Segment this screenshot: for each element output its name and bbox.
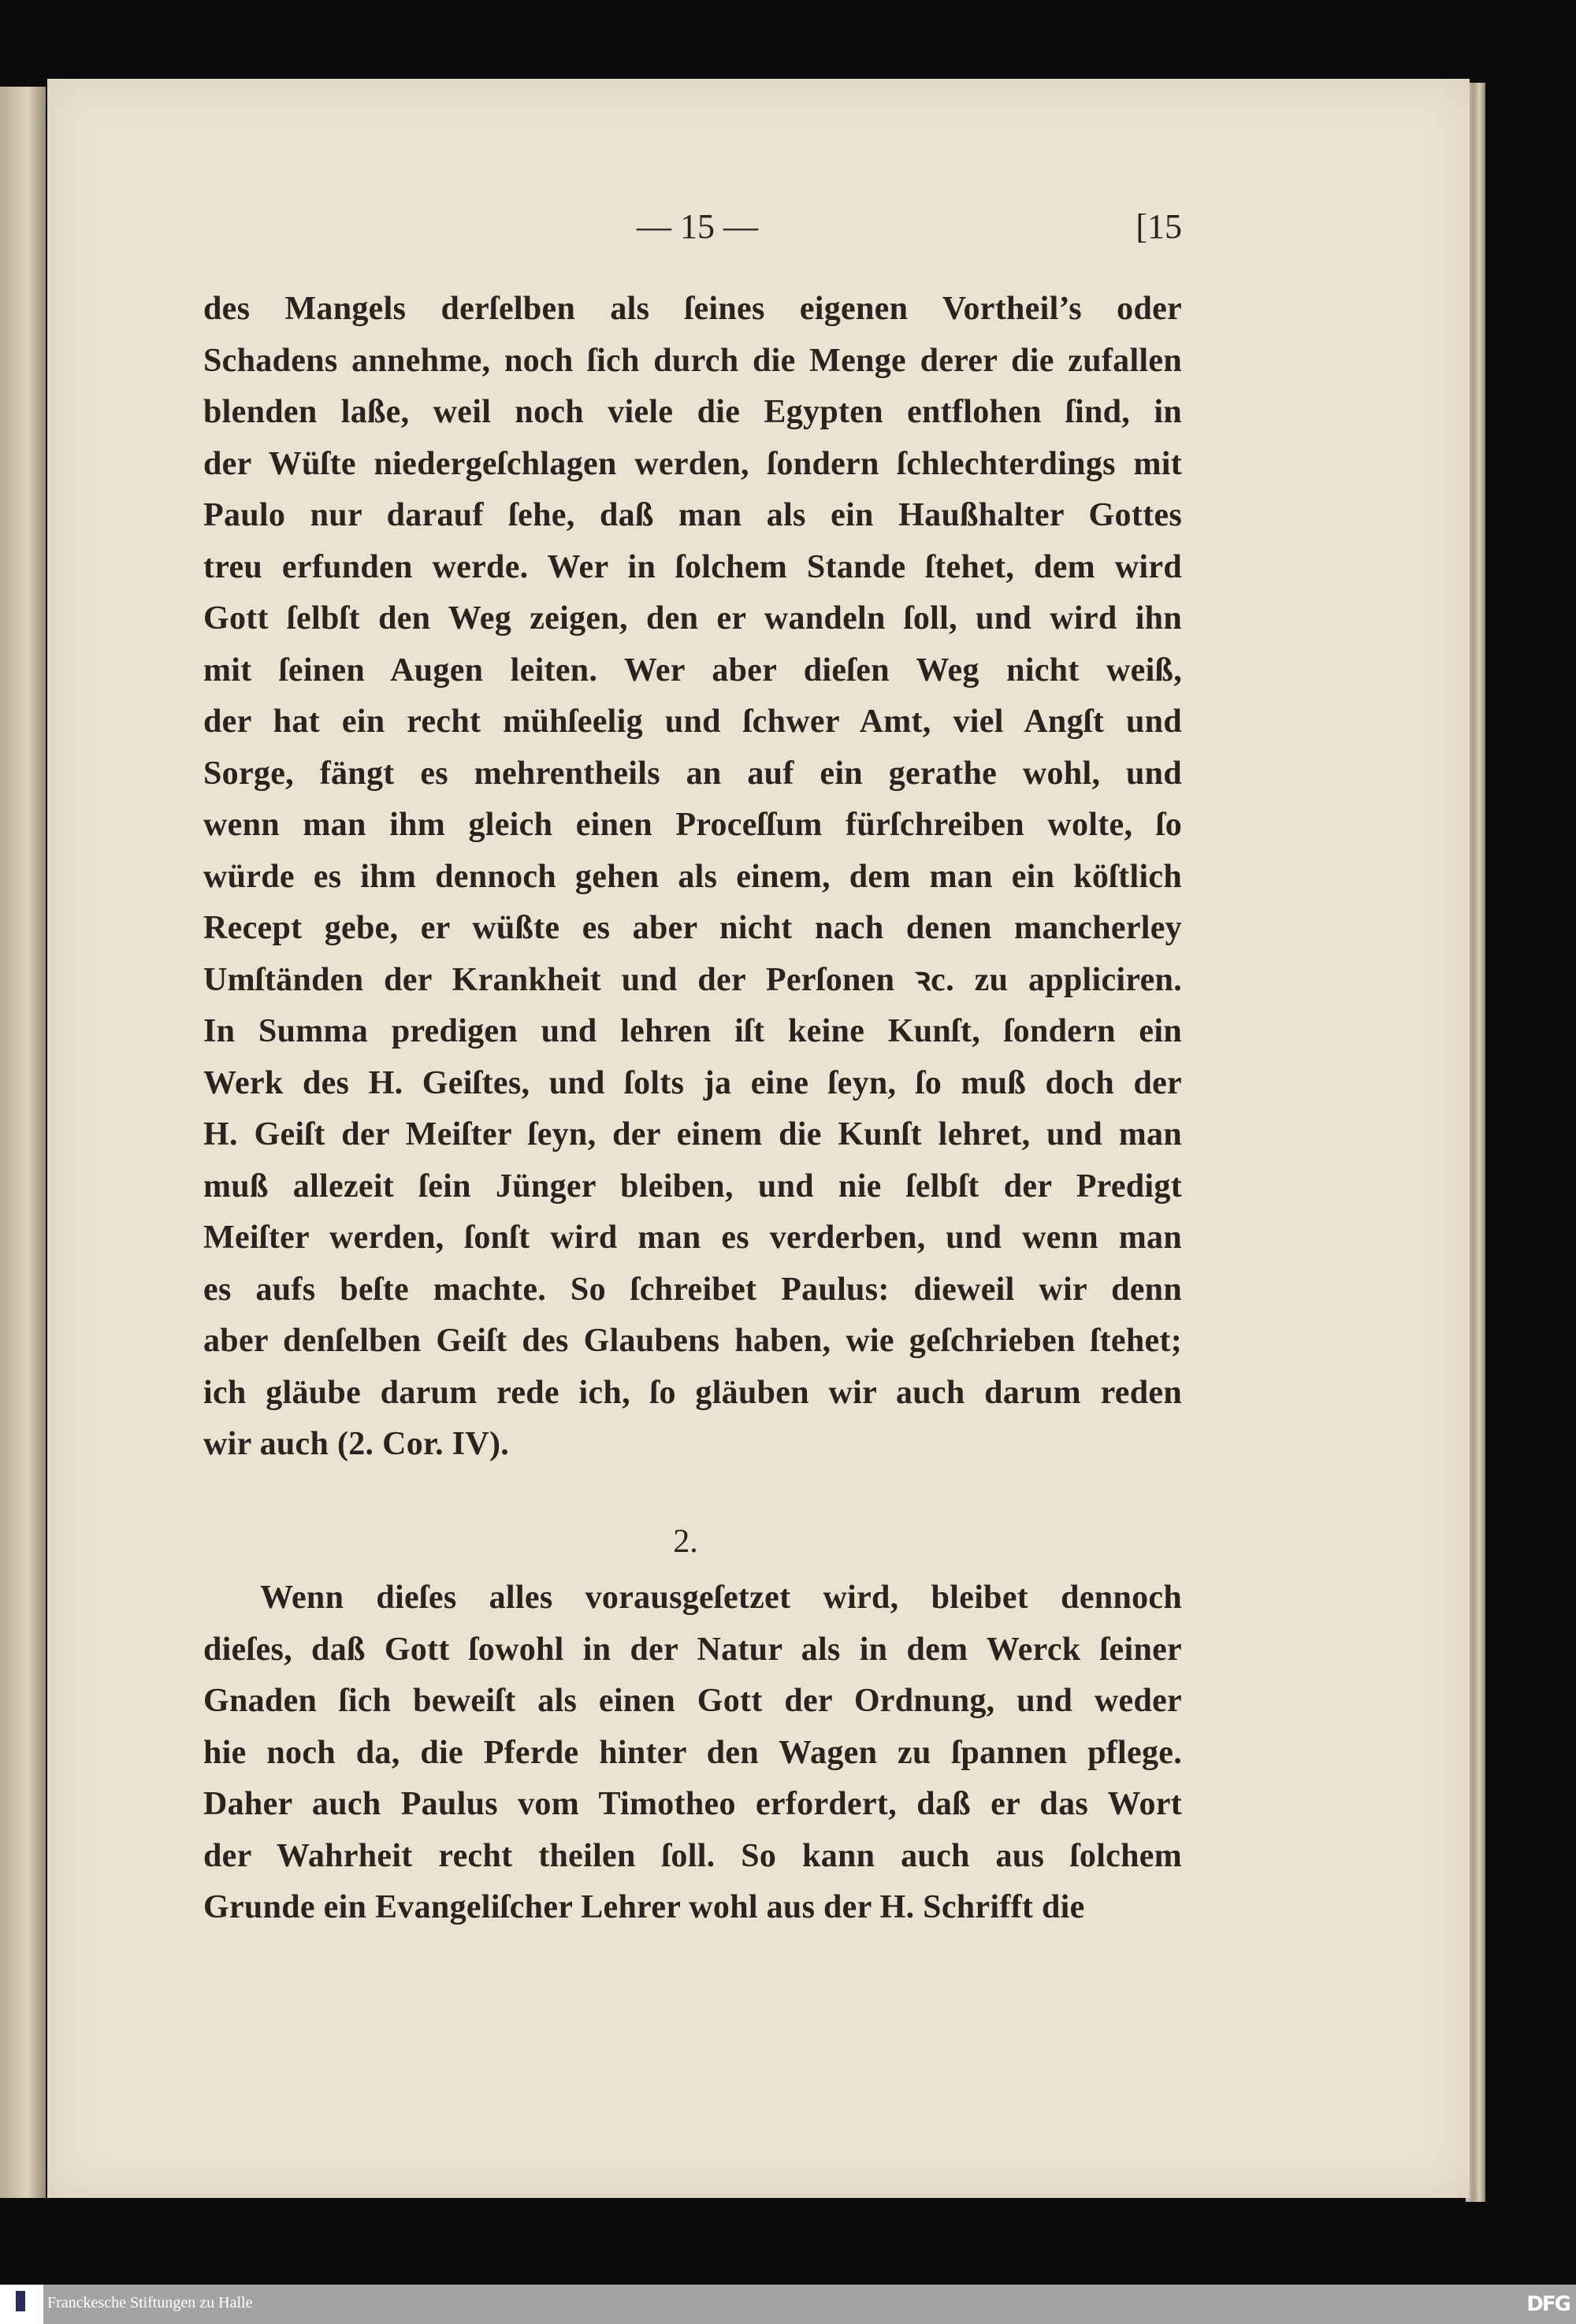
text-line: H. Geiſt der Meiſter ſeyn, der einem die Kunſt lehret, und man	[203, 1116, 1182, 1153]
text-line: der hat ein recht mühſeelig und ſchwer Amt, viel Angſt und	[203, 704, 1182, 740]
section-number: 2.	[673, 1524, 698, 1560]
text-line: hie noch da, die Pferde hinter den Wagen zu ſpannen pflege.	[203, 1734, 1182, 1771]
text-line: des Mangels derſelben als ſeines eigenen Vortheil’s oder	[203, 291, 1182, 327]
institution-logo-icon	[0, 2285, 43, 2324]
text-line: dieſes, daß Gott ſowohl in der Natur als in dem Werck ſeiner	[203, 1631, 1182, 1668]
facing-page-edge	[0, 87, 46, 2198]
page-number: — 15 —	[637, 207, 758, 246]
dfg-logo: DFG	[1526, 2292, 1570, 2316]
text-line: Umſtänden der Krankheit und der Perſonen ꝛc. zu appliciren.	[203, 961, 1182, 998]
text-line: Wenn dieſes alles vorausgeſetzet wird, bleibet dennoch	[260, 1580, 1182, 1616]
text-line: Meiſter werden, ſonſt wird man es verderben, und wenn man	[203, 1220, 1182, 1256]
text-line: mit ſeinen Augen leiten. Wer aber dieſen Weg nicht weiß,	[203, 652, 1182, 689]
text-line: Werk des H. Geiſtes, und ſolts ja eine ſeyn, ſo muß doch der	[203, 1064, 1182, 1101]
text-line: muß allezeit ſein Jünger bleiben, und nie ſelbſt der Predigt	[203, 1168, 1182, 1205]
text-line: Recept gebe, er wüßte es aber nicht nach denen mancherley	[203, 910, 1182, 946]
text-line: Sorge, fängt es mehrentheils an auf ein gerathe wohl, und	[203, 755, 1182, 792]
text-line: Daher auch Paulus vom Timotheo erfordert, daß er das Wort	[203, 1786, 1182, 1822]
text-line: es aufs beſte machte. So ſchreibet Paulus: dieweil wir denn	[203, 1271, 1182, 1308]
text-line: der Wüſte niedergeſchlagen werden, ſondern ſchlechterdings mit	[203, 445, 1182, 482]
text-line: Gott ſelbſt den Weg zeigen, den er wandeln ſoll, und wird ihn	[203, 600, 1182, 637]
institution-name: Franckesche Stiftungen zu Halle	[47, 2294, 253, 2311]
text-line: In Summa predigen und lehren iſt keine Kunſt, ſondern ein	[203, 1013, 1182, 1049]
text-line: Grunde ein Evangeliſcher Lehrer wohl aus der H. Schrifft die	[203, 1889, 1085, 1925]
text-line: der Wahrheit recht theilen ſoll. So kann auch aus ſolchem	[203, 1837, 1182, 1874]
text-line: treu erfunden werde. Wer in ſolchem Stande ſtehet, dem wird	[203, 548, 1182, 585]
text-line: blenden laße, weil noch viele die Egypten entflohen ſind, in	[203, 394, 1182, 430]
text-line: ich gläube darum rede ich, ſo gläuben wir auch darum reden	[203, 1374, 1182, 1411]
viewer-footer	[0, 2285, 1576, 2324]
text-line: würde es ihm dennoch gehen als einem, dem man ein köſtlich	[203, 858, 1182, 895]
text-line: Gnaden ſich beweiſt als einen Gott der Ordnung, und weder	[203, 1683, 1182, 1719]
text-line: Schadens annehme, noch ſich durch die Menge derer die zufallen	[203, 342, 1182, 379]
text-line: wir auch (2. Cor. IV).	[203, 1426, 510, 1462]
text-line: aber denſelben Geiſt des Glaubens haben, wie geſchrieben ſtehet;	[203, 1323, 1182, 1359]
original-page-number: [15	[1136, 207, 1182, 246]
text-line: wenn man ihm gleich einen Proceſſum fürſchreiben wolte, ſo	[203, 807, 1182, 843]
text-line: Paulo nur darauf ſehe, daß man als ein Haußhalter Gottes	[203, 497, 1182, 533]
